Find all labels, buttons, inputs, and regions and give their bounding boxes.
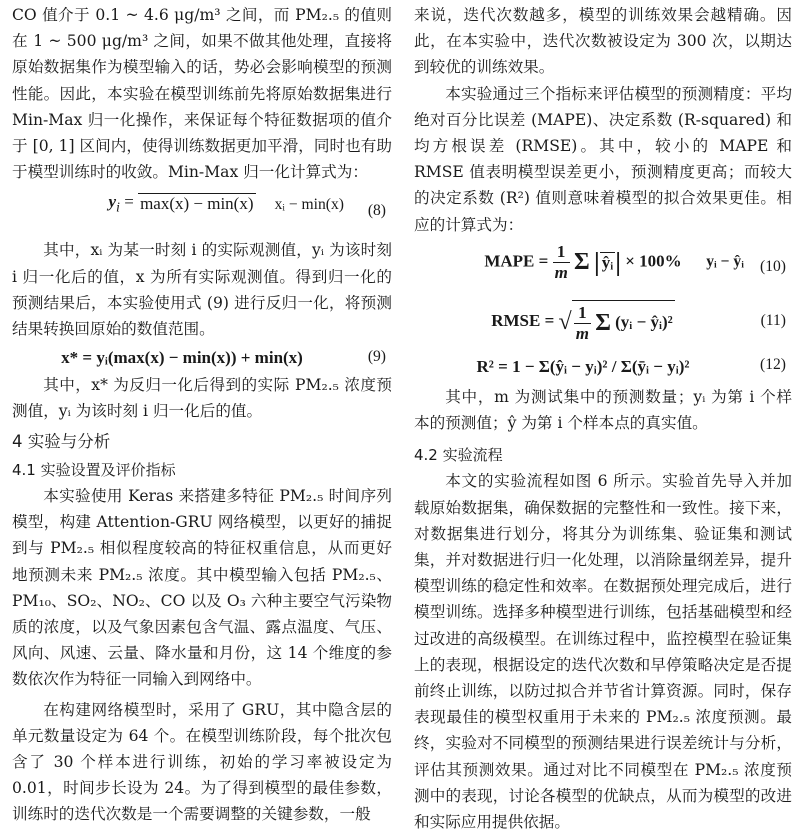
equation-8: $y_i$ = xᵢ − min(x) max(x) − min(x) (8): [12, 185, 392, 237]
eq8-numerator: xᵢ − min(x): [274, 196, 344, 214]
eq12-label: (12): [760, 355, 786, 373]
eq11-sqrt: $\frac{1}{m}$ Σ (yᵢ − ŷᵢ)²: [572, 300, 675, 344]
right-column: [414, 2, 792, 835]
eq9-label: (9): [367, 348, 386, 366]
paragraph-metric-symbols: 其中，m 为测试集中的预测数量；yᵢ 为第 i 个样本的预测值；ŷ 为第 i 个样本点的真实值。: [414, 387, 792, 433]
section-heading-4-2: 4.2 实验流程: [414, 446, 503, 465]
eq8-denominator: max(x) − min(x): [140, 194, 254, 214]
eq10-sum-icon: Σ: [574, 249, 590, 276]
eq10-prefactor: $\frac{1}{m}$: [554, 241, 568, 282]
eq12-body: R² = 1 − Σ(ŷᵢ − yᵢ)² / Σ(ȳᵢ − yᵢ)²: [476, 356, 690, 376]
paragraph-metrics: 本实验通过三个指标来评估模型的预测精度：平均绝对百分比误差 (MAPE)、决定系数 (R-squared) 和均方根误差 (RMSE)。其中，较小的 MAPE 和 RMSE 值表明模型误差更小，预测精度更高；而较大的决定系数 (R²) 值则意味着模型的拟合效果更佳。相应的计算式为：: [414, 84, 792, 234]
paragraph-denormalization: 其中，x* 为反归一化后得到的实际 PM₂.₅ 浓度预测值，yᵢ 为该时刻 i 归一化后的值。: [12, 376, 392, 421]
equation-12: [414, 346, 792, 384]
eq11-label: (11): [760, 311, 786, 329]
eq10-tail: × 100%: [625, 251, 682, 271]
eq8-label: (8): [367, 202, 386, 220]
eq8-subscript: i: [116, 199, 120, 216]
eq11-body: (yᵢ − ŷᵢ)²: [615, 312, 673, 332]
paragraph-experiment-setup: 本实验使用 Keras 来搭建多特征 PM₂.₅ 时间序列模型，构建 Attention-GRU 网络模型，以更好的捕捉到与 PM₂.₅ 相似程度较高的特征权重信息，从而更好地预测未来 PM₂.₅ 浓度。其中模型输入包括 PM₂.₅、PM₁₀、SO₂、NO₂、CO 以及 O₃ 六种主要空气污染物质的浓度，以及气象因素包含气温、露点温度、气压、风向、风速、云量、降水量和月份，这 14 个维度的参数依次作为特征一同输入到网络中。: [12, 487, 392, 689]
paragraph-iterations: 来说，迭代次数越多，模型的训练效果会越精确。因此，在本实验中，迭代次数被设定为 300 次，以期达到较优的训练效果。: [414, 6, 792, 77]
section-heading-4-1: 4.1 实验设置及评价指标: [12, 460, 176, 479]
equation-10: MAPE = $\frac{1}{m}$ Σ | yᵢ − ŷᵢ ŷᵢ | × 100% (10): [484, 241, 786, 282]
eq10-fraction: yᵢ − ŷᵢ ŷᵢ: [601, 252, 744, 272]
eq11-sum-icon: Σ: [595, 310, 611, 337]
eq9-body: x* = yᵢ(max(x) − min(x)) + min(x): [61, 348, 303, 368]
paragraph-experiment-flow: 本文的实验流程如图 6 所示。实验首先导入并加载原始数据集，确保数据的完整性和一致性。接下来，对数据集进行划分，将其分为训练集、验证集和测试集，并对数据进行归一化处理，以消除量纲差异，提升模型训练的稳定性和效率。在数据预处理完成后，进行模型训练。选择多种模型进行训练，包括基础模型和经过改进的高级模型。在训练过程中，监控模型在验证集上的表现，根据设定的迭代次数和早停策略决定是否提前终止训练，以防过拟合并节省计算资源。同时，保存表现最佳的模型权重用于未来的 PM₂.₅ 浓度预测。最终，实验对不同模型的预测结果进行误差统计与分析，评估其预测效果。通过对比不同模型在 PM₂.₅ 浓度预测中的表现，讨论各模型的优缺点，从而为模型的改进和实际应用提供依据。: [414, 472, 792, 832]
eq10-label: (10): [760, 257, 786, 275]
equation-9: [12, 342, 392, 372]
eq10-lhs: MAPE =: [484, 251, 549, 271]
equation-11: RMSE = √ $\frac{1}{m}$ Σ (yᵢ − ŷᵢ)² (11): [414, 296, 792, 346]
paragraph-normalization-intro: CO 值介于 0.1 ~ 4.6 μg/m³ 之间，而 PM₂.₅ 的值则在 1 ~ 500 μg/m³ 之间，如果不做其他处理，直接将原始数据集作为模型输入的话，势必会影响模型的预测性能。因此，本实验在模型训练前先将原始数据集进行 Min-Max 归一化操作，来保证每个特征数据项的值介于 [0, 1] 区间内，使得训练数据更加平滑，同时也有助于模型训练时的收敛。Min-Max 归一化计算式为：: [12, 6, 392, 182]
paragraph-network-params: 在构建网络模型时，采用了 GRU，其中隐含层的单元数量设定为 64 个。在模型训练阶段，每个批次包含了 30 个样本进行训练，初始的学习率被设定为 0.01，时间步长设为 24。为了得到模型的最佳参数，训练时的迭代次数是一个需要调整的关键参数，一般: [12, 700, 392, 824]
paragraph-normalization-explain: 其中，xᵢ 为某一时刻 i 的实际观测值，yᵢ 为该时刻 i 归一化后的值，x 为所有实际观测值。得到归一化的预测结果后，本实验使用式 (9) 进行反归一化，将预测结果转换回原始的数值范围。: [12, 241, 392, 339]
eq11-lhs: RMSE =: [491, 310, 555, 330]
left-column: [12, 2, 392, 828]
section-heading-4: 4 实验与分析: [12, 431, 111, 451]
